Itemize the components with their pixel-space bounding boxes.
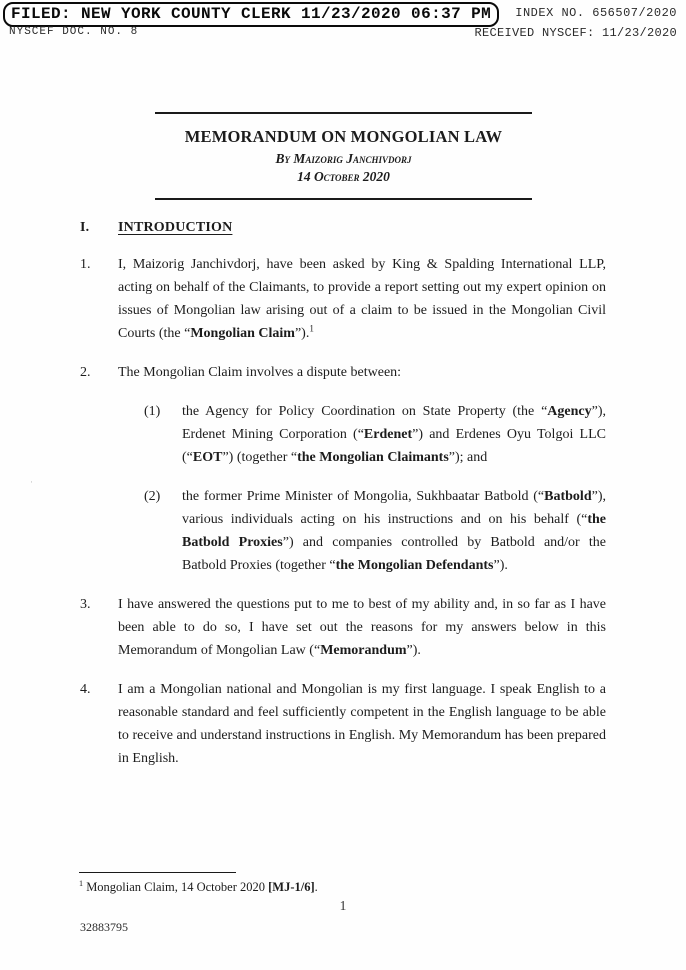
- paragraph: [80, 593, 606, 662]
- document-title: MEMORANDUM ON MONGOLIAN LAW: [184, 127, 503, 146]
- text-run: ”) (together “: [222, 450, 298, 465]
- text-run: ”); and: [448, 450, 488, 465]
- text-run: the Agency for Policy Coordination on State Property (the “: [182, 404, 548, 419]
- text-run: .: [314, 880, 318, 894]
- section-heading: [80, 216, 606, 239]
- text-run: I, Maizorig Janchivdorj, have been asked by King & Spalding International LLP, acting on behalf of the Claimants, to provide a report setting out my expert opinion on issues of Mongolian law arising out of a claim to be issued in the Mongolian Civil Courts (the “: [118, 257, 606, 341]
- scan-artifact: ·: [30, 477, 33, 487]
- title-rule-top: [155, 112, 532, 114]
- defined-term: the Mongolian Claimants: [297, 450, 449, 465]
- index-number: INDEX NO. 656507/2020: [515, 6, 677, 20]
- footnote-reference: 1: [79, 878, 84, 888]
- paragraph-text: [118, 678, 606, 770]
- title-rule-bottom: [155, 198, 532, 200]
- defined-term: Erdenet: [363, 427, 413, 442]
- defined-term: Batbold: [544, 489, 592, 504]
- filed-stamp: FILED: NEW YORK COUNTY CLERK 11/23/2020 06:37 PM: [3, 2, 499, 27]
- defined-term: Agency: [547, 404, 592, 419]
- nyscef-doc-number: NYSCEF DOC. NO. 8: [9, 26, 139, 38]
- text-run: ”), Erdenet Mining Corporation (“: [182, 404, 606, 442]
- paragraph: [144, 400, 606, 469]
- text-run: Mongolian Claim, 14 October 2020: [83, 880, 269, 894]
- section-title: INTRODUCTION: [118, 220, 233, 235]
- footnote-separator: [79, 872, 236, 873]
- paragraph-number: (2): [144, 489, 161, 504]
- text-run: ”).: [406, 643, 421, 658]
- defined-term: Mongolian Claim: [190, 326, 295, 341]
- page-number: 1: [339, 898, 347, 913]
- text-run: The Mongolian Claim involves a dispute between:: [118, 365, 402, 380]
- paragraph: [80, 361, 606, 384]
- document-body: [80, 216, 606, 786]
- text-run: I have answered the questions put to me to best of my ability and, in so far as I have been able to do so, I have set out the reasons for my answers below in this Memorandum of Mongolian Law (“: [118, 597, 606, 658]
- footnote-text: [79, 879, 599, 896]
- paragraph-number: (1): [144, 404, 161, 419]
- text-run: I am a Mongolian national and Mongolian is my first language. I speak English to a reasonable standard and feel sufficiently competent in the English language to be able to receive and understand instructions in English. My Memorandum has been prepared in English.: [118, 682, 606, 766]
- paragraph-number: 1.: [80, 257, 91, 272]
- section-number: I.: [80, 220, 90, 235]
- received-nyscef-date: RECEIVED NYSCEF: 11/23/2020: [474, 26, 677, 40]
- text-run: ”).: [493, 558, 508, 573]
- text-run: ”).: [294, 326, 310, 341]
- paragraph-text: [118, 361, 606, 384]
- paragraph-number: 2.: [80, 365, 91, 380]
- paragraph-text: [118, 593, 606, 662]
- defined-term: [MJ-1/6]: [268, 880, 315, 894]
- paragraph-text: [118, 253, 606, 345]
- paragraph: [144, 485, 606, 577]
- paragraph-text: [182, 485, 606, 577]
- footnote-reference: 1: [309, 323, 314, 334]
- defined-term: the Mongolian Defendants: [335, 558, 494, 573]
- document-byline: By Maizorig Janchivdorj: [275, 151, 412, 166]
- defined-term: Memorandum: [320, 643, 407, 658]
- paragraph: [80, 253, 606, 345]
- text-run: ”), various individuals acting on his instructions and on his behalf (“: [182, 489, 606, 527]
- paragraph-list: [80, 253, 606, 770]
- defined-term: the Batbold Proxies: [182, 512, 606, 550]
- title-block: [155, 112, 532, 200]
- document-date: 14 October 2020: [297, 169, 390, 184]
- text-run: ”) and Erdenes Oyu Tolgoi LLC (“: [182, 427, 606, 465]
- text-run: ”) and companies controlled by Batbold and/or the Batbold Proxies (together “: [182, 535, 607, 573]
- paragraph: [80, 678, 606, 770]
- defined-term: EOT: [192, 450, 223, 465]
- paragraph-number: 3.: [80, 597, 91, 612]
- paragraph-text: [182, 400, 606, 469]
- paragraph-number: 4.: [80, 682, 91, 697]
- text-run: the former Prime Minister of Mongolia, Sukhbaatar Batbold (“: [182, 489, 545, 504]
- document-id-number: 32883795: [80, 920, 128, 934]
